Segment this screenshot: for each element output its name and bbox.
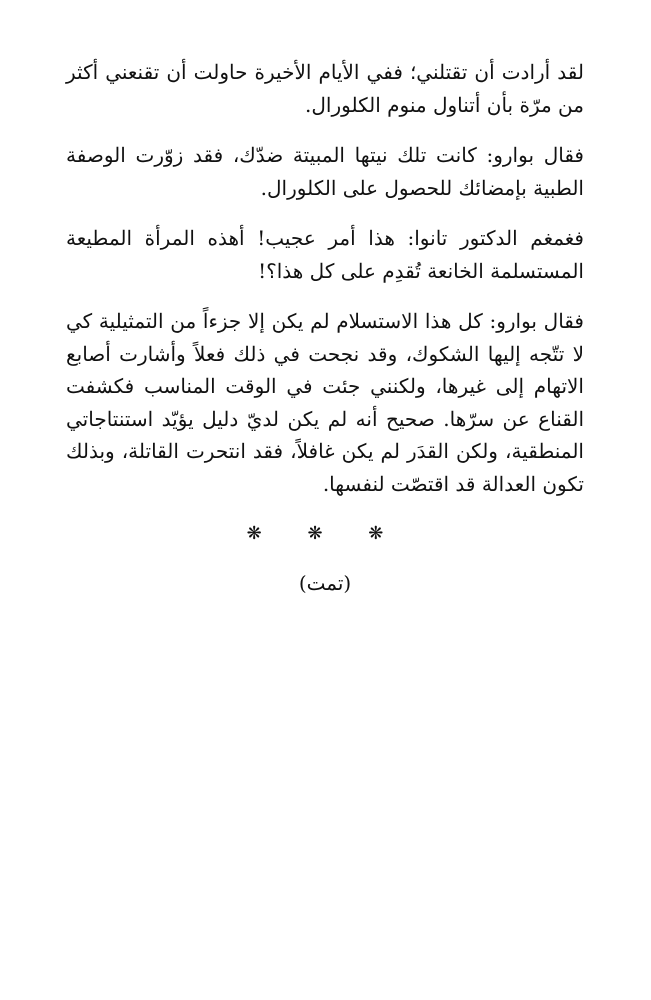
paragraph-2: فقال بوارو: كانت تلك نيتها المبيتة ضدّك، فقد زوّرت الوصفة الطبية بإمضائك للحصول على الكلورال. [66, 143, 584, 200]
end-marker: (تمت) [298, 570, 352, 595]
paragraph-3: فغمغم الدكتور تانوا: هذا أمر عجيب! أهذه المرأة المطيعة المستسلمة الخانعة تُقدِم على كل هذا؟! [66, 226, 584, 283]
paragraph-4: فقال بوارو: كل هذا الاستسلام لم يكن إلا جزءاً من التمثيلية كي لا تتّجه إليها الشكوك، وقد نجحت في ذلك فعلاً وأشارت أصابع الاتهام إلى غيرها، ولكنني جئت في الوقت المناسب فكشفت القناع عن سرّها. صحيح أنه لم يكن لديّ دليل يؤيّد استنتاجاتي المنطقية، ولكن القدَر لم يكن غافلاً، فقد انتحرت القاتلة، وبذلك تكون العدالة قد اقتصّت لنفسها. [66, 309, 584, 496]
paragraph-1: لقد أرادت أن تقتلني؛ ففي الأيام الأخيرة حاولت أن تقنعني أكثر من مرّة بأن أتناول منوم الكلورال. [66, 60, 584, 117]
page-text-body [66, 56, 584, 599]
section-separator: ❋ ❋ ❋ [246, 523, 404, 544]
